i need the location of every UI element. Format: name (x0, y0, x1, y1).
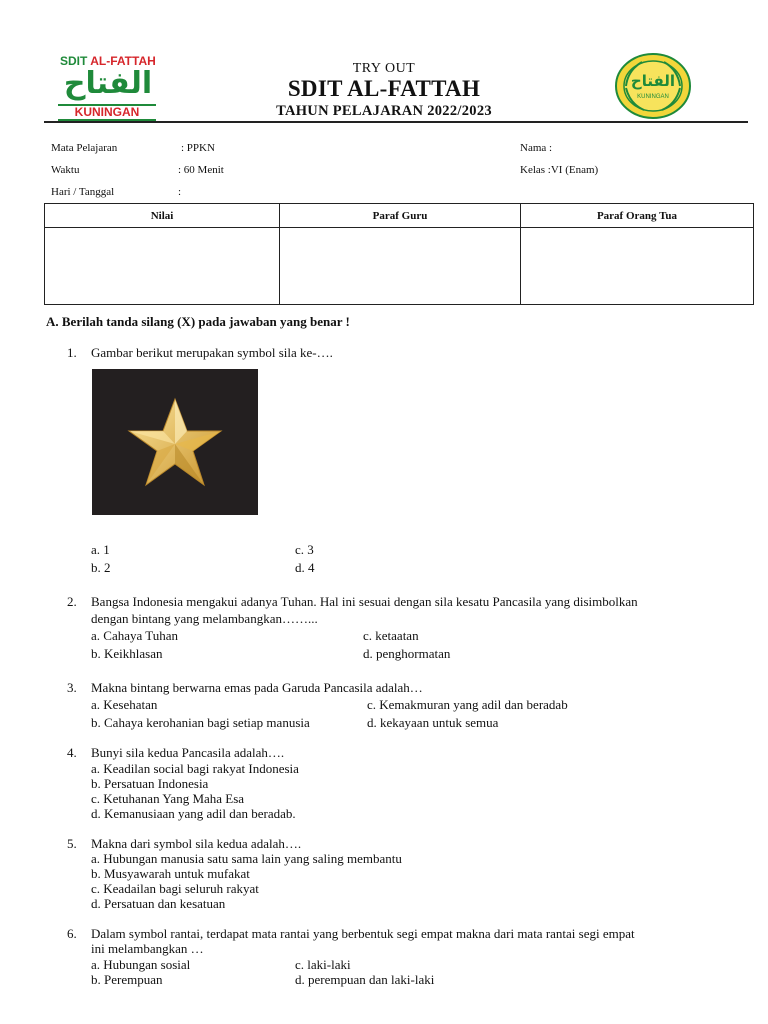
header-nilai: Nilai (45, 204, 280, 228)
question-number: 4. (67, 745, 77, 760)
waktu-value: : 60 Menit (178, 164, 224, 176)
option-d[interactable]: d. Persatuan dan kesatuan (91, 896, 226, 911)
question-text: Makna bintang berwarna emas pada Garuda Pancasila adalah… (91, 680, 423, 695)
question-text-line1: Bangsa Indonesia mengakui adanya Tuhan. Hal ini sesuai dengan sila kesatu Pancasila yang disimbolkan (91, 594, 638, 609)
paraf-guru-cell (280, 228, 521, 305)
question-text-line1: Dalam symbol rantai, terdapat mata rantai yang berbentuk segi empat makna dari mata rantai segi empat (91, 926, 635, 941)
hari-value: : (178, 186, 182, 198)
waktu-label: Waktu (51, 164, 80, 176)
header-paraf-orang-tua: Paraf Orang Tua (521, 204, 754, 228)
option-b[interactable]: b. Perempuan (91, 972, 163, 987)
question-text: Gambar berikut merupakan symbol sila ke-…. (91, 345, 333, 360)
option-c[interactable]: c. Keadailan bagi seluruh rakyat (91, 881, 259, 896)
option-d[interactable]: d. kekayaan untuk semua (367, 715, 499, 730)
paraf-orang-tua-cell (521, 228, 754, 305)
question-number: 1. (67, 345, 77, 360)
option-d[interactable]: d. perempuan dan laki-laki (295, 972, 435, 987)
option-a[interactable]: a. Hubungan manusia satu sama lain yang saling membantu (91, 851, 402, 866)
score-table-row (45, 228, 754, 305)
option-c[interactable]: c. ketaatan (363, 628, 419, 643)
header-tryout: TRY OUT (352, 61, 416, 76)
logo-arabic-text: الفتاح (63, 66, 153, 101)
mapel-label: Mata Pelajaran (51, 142, 118, 154)
school-logo-right (614, 52, 692, 120)
option-a[interactable]: a. Hubungan sosial (91, 957, 191, 972)
option-c[interactable]: c. laki-laki (295, 957, 351, 972)
logo-kuningan-text: KUNINGAN (58, 104, 156, 121)
question-text-line2: dengan bintang yang melambangkan……... (91, 611, 318, 626)
option-a[interactable]: a. Keadilan social bagi rakyat Indonesia (91, 761, 299, 776)
nilai-cell (45, 228, 280, 305)
option-d[interactable]: d. penghormatan (363, 646, 451, 661)
mapel-value: : PPKN (181, 142, 215, 154)
emblem-kuningan-text: KUNINGAN (637, 94, 669, 100)
option-c[interactable]: c. Kemakmuran yang adil dan beradab (367, 697, 568, 712)
option-c[interactable]: c. Ketuhanan Yang Maha Esa (91, 791, 245, 806)
hari-label: Hari / Tanggal (51, 186, 115, 198)
question-number: 6. (67, 926, 77, 941)
question-number: 5. (67, 836, 77, 851)
header-paraf-guru: Paraf Guru (280, 204, 521, 228)
section-title: A. Berilah tanda silang (X) pada jawaban yang benar ! (46, 314, 350, 329)
option-b[interactable]: b. Musyawarah untuk mufakat (91, 866, 250, 881)
question-number: 2. (67, 594, 77, 609)
option-a[interactable]: a. Cahaya Tuhan (91, 628, 179, 643)
option-b[interactable]: b. Keikhlasan (91, 646, 163, 661)
emblem-arabic-text: الفتاح (630, 72, 676, 90)
option-a[interactable]: a. 1 (91, 542, 110, 557)
question-text-line2: ini melambangkan … (91, 941, 204, 956)
header-school-name: SDIT AL-FATTAH (287, 76, 481, 101)
option-b[interactable]: b. Persatuan Indonesia (91, 776, 209, 791)
option-c[interactable]: c. 3 (295, 542, 314, 557)
score-table-header (45, 204, 754, 228)
school-logo-left: SDIT AL-FATTAH الفتاح KUNINGAN (60, 54, 156, 119)
header-academic-year: TAHUN PELAJARAN 2022/2023 (276, 103, 492, 119)
star-image (92, 369, 258, 515)
option-a[interactable]: a. Kesehatan (91, 697, 158, 712)
option-d[interactable]: d. 4 (295, 560, 315, 575)
question-text: Makna dari symbol sila kedua adalah…. (91, 836, 302, 851)
option-b[interactable]: b. Cahaya kerohanian bagi setiap manusia (91, 715, 310, 730)
kelas-label: Kelas :VI (Enam) (520, 164, 599, 176)
question-text: Bunyi sila kedua Pancasila adalah…. (91, 745, 285, 760)
star-icon (92, 369, 258, 515)
nama-label: Nama : (520, 142, 553, 154)
option-d[interactable]: d. Kemanusiaan yang adil dan beradab. (91, 806, 296, 821)
question-number: 3. (67, 680, 77, 695)
option-b[interactable]: b. 2 (91, 560, 111, 575)
header-divider (44, 121, 748, 123)
score-table (44, 203, 754, 305)
